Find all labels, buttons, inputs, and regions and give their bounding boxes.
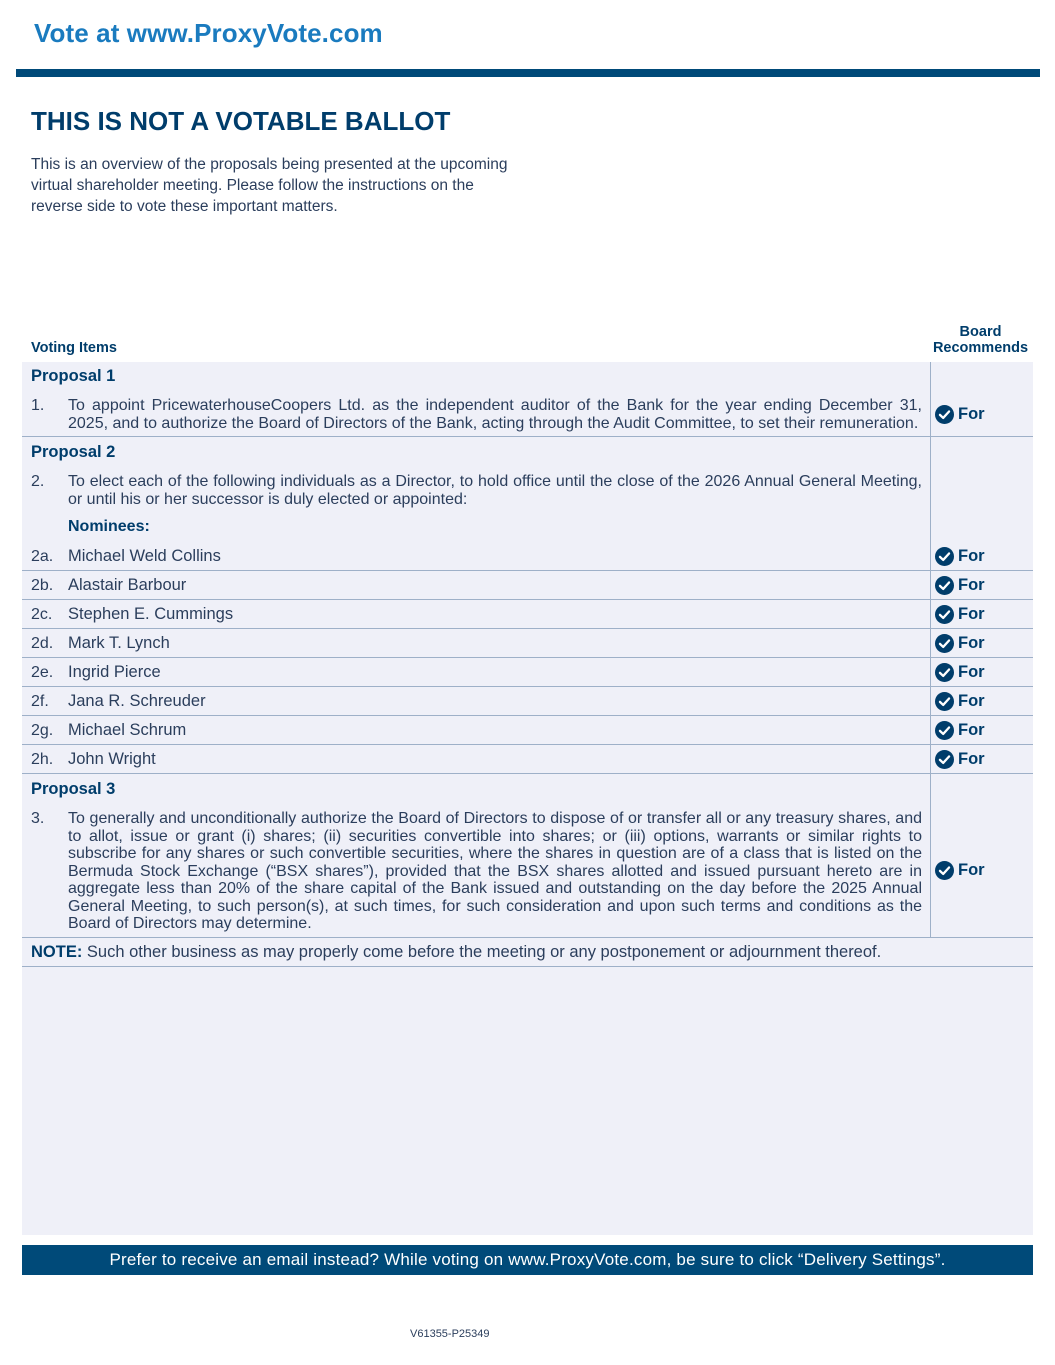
nominee-recommendation bbox=[935, 546, 985, 566]
recommendation-label: For bbox=[958, 404, 985, 423]
check-circle-icon bbox=[935, 576, 954, 595]
nominees-label: Nominees: bbox=[68, 518, 150, 535]
recommendation-label: For bbox=[958, 546, 985, 565]
nominee-recommendation bbox=[935, 575, 985, 595]
recommendation-label: For bbox=[958, 633, 985, 652]
nominee-number: 2e. bbox=[31, 664, 54, 681]
note-label: NOTE: bbox=[31, 943, 83, 961]
nominee-recommendation bbox=[935, 749, 985, 769]
nominee-name: John Wright bbox=[68, 750, 156, 768]
nominee-row bbox=[22, 629, 1033, 658]
nominee-row bbox=[22, 658, 1033, 687]
nominee-name: Mark T. Lynch bbox=[68, 634, 170, 652]
nominee-name: Ingrid Pierce bbox=[68, 663, 161, 681]
recommendation-label: For bbox=[958, 720, 985, 739]
nominee-name: Michael Schrum bbox=[68, 721, 187, 739]
nominee-number: 2a. bbox=[31, 548, 54, 565]
proposal-3-text: To generally and unconditionally authorize the Board of Directors to dispose of or transfer all or any treasury shares, and to allot, issue or grant (i) shares; (ii) securities convertible into shares; or (iii) options, warrants or similar rights to subscribe for any shares or such convertible securities, where the shares in question are of a class that is listed on the Bermuda Stock Exchange (“BSX shares”), provided that the BSX shares allotted and issued pursuant hereto are in aggregate less than 20% of the share capital of the Bank issued and outstanding on the day before the 2025 Annual General Meeting, to such person(s), at such times, for such consideration and upon such terms and conditions as the Board of Directors may determine. bbox=[68, 810, 922, 932]
proposal-1-recommendation bbox=[935, 404, 985, 424]
proposal-1-text: To appoint PricewaterhouseCoopers Ltd. as the independent auditor of the Bank for the year ending December 31, 2025, and to authorize the Board of Directors of the Bank, acting through the Audit Committee, to set their remuneration. bbox=[68, 397, 922, 432]
proxyvote-header-title[interactable]: Vote at www.ProxyVote.com bbox=[34, 18, 383, 48]
nominee-recommendation bbox=[935, 720, 985, 740]
recommendation-label: For bbox=[958, 749, 985, 768]
check-circle-icon bbox=[935, 634, 954, 653]
recommendation-label: For bbox=[958, 691, 985, 710]
nominee-number: 2b. bbox=[31, 577, 54, 594]
check-circle-icon bbox=[935, 605, 954, 624]
check-circle-icon bbox=[935, 692, 954, 711]
check-circle-icon bbox=[935, 547, 954, 566]
proposal-3-title: Proposal 3 bbox=[31, 780, 116, 798]
nominee-recommendation bbox=[935, 662, 985, 682]
recommendation-label: For bbox=[958, 575, 985, 594]
nominee-recommendation bbox=[935, 691, 985, 711]
check-circle-icon bbox=[935, 721, 954, 740]
nominee-name: Alastair Barbour bbox=[68, 576, 187, 594]
nominee-name: Jana R. Schreuder bbox=[68, 692, 206, 710]
column-header-recommends: Recommends bbox=[932, 340, 1029, 356]
proposal-3-number: 3. bbox=[31, 810, 45, 827]
header-rule bbox=[16, 69, 1040, 77]
note-body: Such other business as may properly come before the meeting or any postponement or adjournment thereof. bbox=[82, 943, 882, 961]
page-heading: THIS IS NOT A VOTABLE BALLOT bbox=[31, 106, 451, 136]
nominee-number: 2d. bbox=[31, 635, 54, 652]
proposal-1-number: 1. bbox=[31, 397, 45, 414]
nominee-row bbox=[22, 745, 1033, 774]
column-header-voting-items: Voting Items bbox=[31, 340, 117, 356]
nominee-recommendation bbox=[935, 604, 985, 624]
proposal-2-title: Proposal 2 bbox=[31, 443, 116, 461]
nominee-number: 2g. bbox=[31, 722, 54, 739]
proposal-1-title: Proposal 1 bbox=[31, 367, 116, 385]
nominee-name: Michael Weld Collins bbox=[68, 547, 221, 565]
check-circle-icon bbox=[935, 861, 954, 880]
proposal-2-text: To elect each of the following individuals as a Director, to hold office until the close of the 2026 Annual General Meeting, or until his or her successor is duly elected or appointed: bbox=[68, 473, 922, 508]
note-text bbox=[31, 943, 881, 962]
intro-text: This is an overview of the proposals being presented at the upcoming virtual shareholder meeting. Please follow the instructions on the reverse side to vote these important matters. bbox=[31, 156, 508, 215]
document-id: V61355-P25349 bbox=[410, 1328, 490, 1340]
email-delivery-banner: Prefer to receive an email instead? While voting on www.ProxyVote.com, be sure to click “Delivery Settings”. bbox=[22, 1245, 1033, 1275]
nominee-number: 2c. bbox=[31, 606, 53, 623]
proposal-2-number: 2. bbox=[31, 473, 45, 490]
column-header-board-recommends bbox=[928, 324, 1033, 356]
check-circle-icon bbox=[935, 405, 954, 424]
nominee-number: 2h. bbox=[31, 751, 54, 768]
nominee-name: Stephen E. Cummings bbox=[68, 605, 234, 623]
check-circle-icon bbox=[935, 663, 954, 682]
recommendation-label: For bbox=[958, 662, 985, 681]
proposal-3-recommendation bbox=[935, 860, 985, 880]
recommendation-label: For bbox=[958, 604, 985, 623]
column-header-board: Board bbox=[959, 324, 1002, 340]
recommendation-label: For bbox=[958, 860, 985, 879]
nominee-number: 2f. bbox=[31, 693, 49, 710]
nominee-recommendation bbox=[935, 633, 985, 653]
check-circle-icon bbox=[935, 750, 954, 769]
